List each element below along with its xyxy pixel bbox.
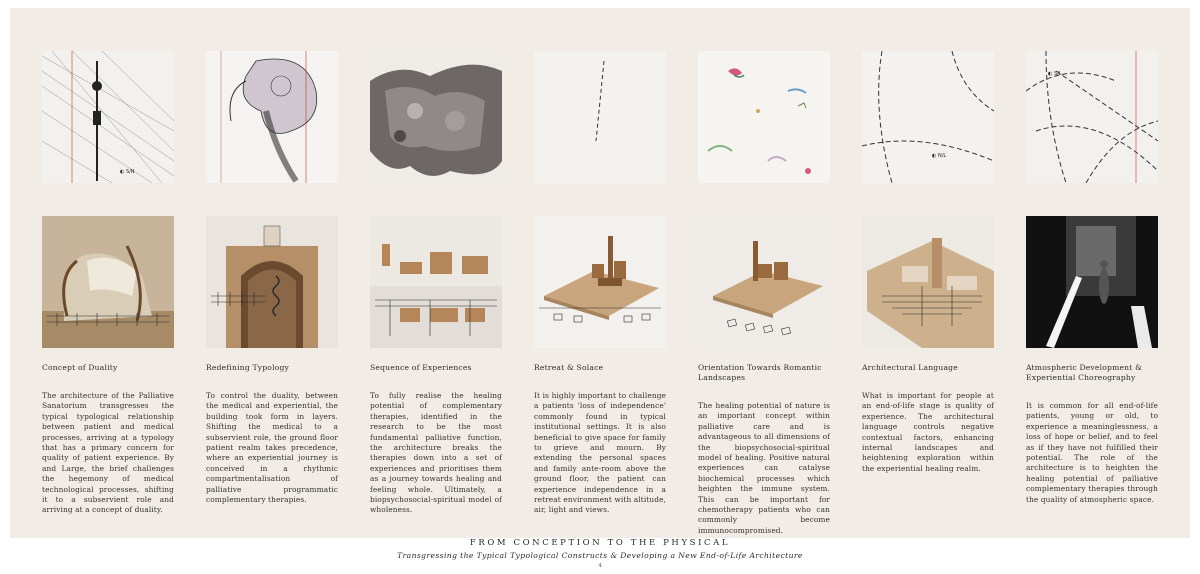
page-number: 4 — [598, 563, 602, 569]
panel-body: The architecture of the Palliative Sanatorium transgresses the typical typological relationship between patient and medical processes, arriving at a typology that has a primary concern for quality of patient experience. By and Large, the brief challenges the hegemony of medical technological processes, shifting it to a subservient role and arriving at a concept of duality. — [42, 391, 174, 515]
sketch-image — [862, 51, 994, 183]
panel-body: It is common for all end-of-life patients, young or old, to experience a meaninglessness, a loss of hope or belief, and to feel as if they have not fulfilled their potential. The role of the architecture is to heighten the healing potential of palliative complementary therapies through the quality of atmospheric space. — [1026, 401, 1158, 504]
presentation-sheet — [10, 8, 1190, 538]
panel-body: To control the duality, between the medical and experiential, the building took form in layers. Shifting the medical to a subservient role, the ground floor patient realm takes precedence, where an experiential journey is conceived in a rhythmic compartmentalisation of palliative programmatic complementary therapies. — [206, 391, 338, 505]
panel-body: It is highly important to challenge a patients 'loss of independence' commonly found in typical institutional settings. It is also beneficial to give space for family to grieve and mourn. By extending the personal spaces and family ante-room above the ground floor, the patient can experience independence in a retreat environment with altitude, air, light and views. — [534, 391, 666, 515]
retreat-model — [534, 216, 666, 348]
panel-title: Architectural Language — [862, 363, 958, 372]
svg-text:◐ S/L: ◐ S/L — [1048, 71, 1062, 77]
sketch-image — [698, 51, 830, 183]
model-photo — [698, 216, 830, 348]
panel-title: Concept of Duality — [42, 363, 118, 372]
panel-title: Orientation Towards Romantic Landscapes — [698, 363, 822, 382]
sequence-sketch — [370, 51, 502, 183]
duality-model — [42, 216, 174, 348]
retreat-sketch — [534, 51, 666, 183]
sketch-image — [534, 51, 666, 183]
language-model — [862, 216, 994, 348]
panel-title: Redefining Typology — [206, 363, 290, 372]
model-photo — [206, 216, 338, 348]
typology-model — [206, 216, 338, 348]
sketch-image — [370, 51, 502, 183]
atmosphere-photo — [1026, 216, 1158, 348]
sketch-image — [1026, 51, 1158, 183]
panel-body: What is important for people at an end-of-life stage is quality of experience. The architectural language controls negative contextual factors, enhancing internal landscapes and heightening exploration within the experiential healing realm. — [862, 391, 994, 473]
footer-title: FROM CONCEPTION TO THE PHYSICAL — [469, 538, 731, 548]
model-photo — [1026, 216, 1158, 348]
svg-text:◐ N/L: ◐ N/L — [932, 153, 947, 159]
sketch-image — [206, 51, 338, 183]
typology-sketch — [206, 51, 338, 183]
model-photo — [370, 216, 502, 348]
panel-body: The healing potential of nature is an important concept within palliative care and is advantageous to all dimensions of the biopsychosocial-spiritual model of healing. Positive natural experiences can catalyse biochemical processes which heighten the immune system. This can be important for chemotherapy patients who can commonly become immunocompromised. — [698, 401, 830, 535]
footer-subtitle: Transgressing the Typical Typological Constructs & Developing a New End-of-Life Architecture — [397, 551, 803, 560]
landscape-model — [698, 216, 830, 348]
language-sketch — [862, 51, 994, 183]
atmosphere-sketch — [1026, 51, 1158, 183]
model-photo — [862, 216, 994, 348]
panel-title: Retreat & Solace — [534, 363, 604, 372]
sequence-model — [370, 216, 502, 348]
landscape-sketch — [698, 51, 830, 183]
panel-title: Sequence of Experiences — [370, 363, 472, 372]
duality-sketch — [42, 51, 174, 183]
panel-body: To fully realise the healing potential of complementary therapies, identified in the research to be the most fundamental palliative function, the architecture breaks the therapies down into a set of experiences and prioritises them as a journey towards healing and feeling whole. Ultimately, a biopsychosocial-spiritual model of wholeness. — [370, 391, 502, 515]
model-photo — [534, 216, 666, 348]
model-photo — [42, 216, 174, 348]
svg-text:◐ S/N: ◐ S/N — [120, 169, 135, 175]
sketch-image — [42, 51, 174, 183]
panel-title: Atmospheric Development & Experiential Choreography — [1026, 363, 1143, 382]
